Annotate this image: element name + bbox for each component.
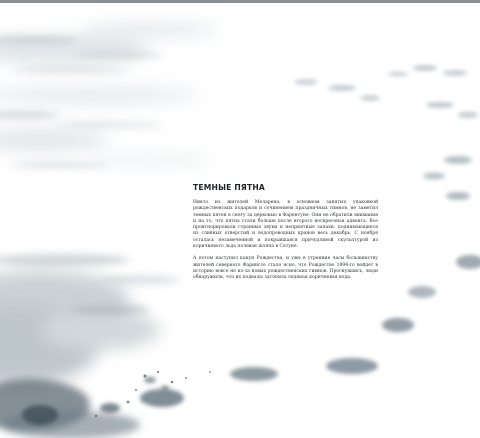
section-heading: ТЕМНЫЕ ПЯТНА: [193, 183, 265, 192]
paragraph-2: А потом наступил канун Рождества, и уже в утренние часы большинству жителей северного Фарингсе стало ясно, что Рождество 1994-го войдет в историю вовсе не из-за новых рождественских гимнов. Проснувшись, люди обнаружили, что их подвалы затопила ледяная коричневая вода.: [193, 256, 378, 281]
paragraph-1: Никто из жителей Меларена, в основном занятых упаковкой рождественских подарков и сочинением праздничных гимнов, не заметил темных пятен в снегу за церковью в Фарентуне. Они не обратили внимания и на то, что пятна стали больше после второго воскресенья адвента. Все проигнорировали странные звуки и неприятные запахи, поднимающиеся из сливных отверстий и водопроводных кранов весь декабрь. С ноября осталась незамеченной и покрывшаяся причудливой скульптурой из коричневого льда полевая шляпа в Сетуне.: [193, 200, 378, 250]
article: [193, 183, 378, 288]
